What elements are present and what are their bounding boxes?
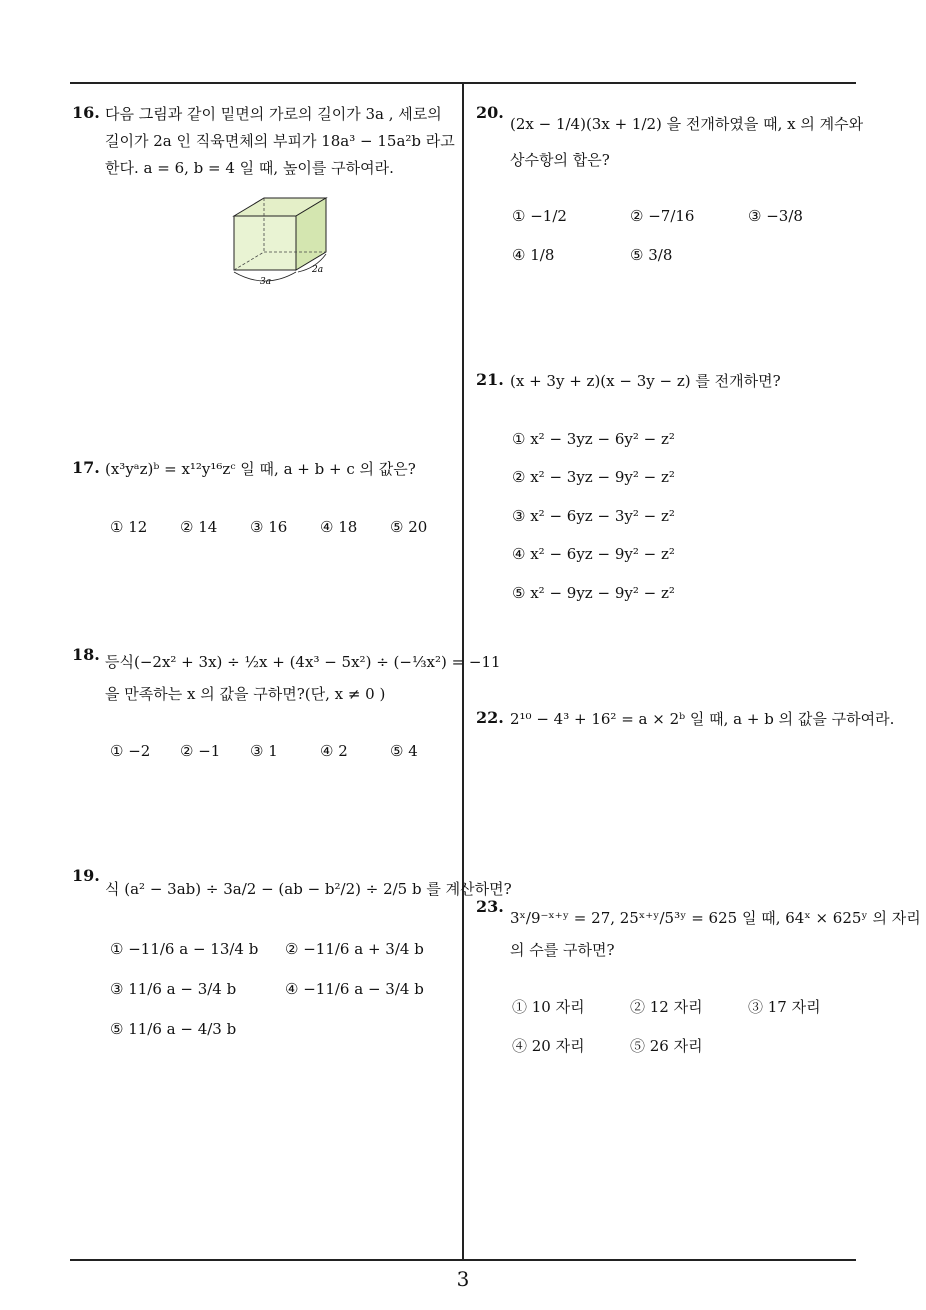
option-1[interactable]: ① −2: [110, 742, 151, 760]
option-3[interactable]: ③ −3/8: [748, 207, 803, 225]
option-2[interactable]: ② −7/16: [630, 207, 695, 225]
question-number: 21.: [476, 370, 504, 389]
option-4[interactable]: ④ 20 자리: [512, 1037, 585, 1055]
option-3[interactable]: ③ 11/6 a − 3/4 b: [110, 980, 237, 998]
option-5[interactable]: ⑤ 3/8: [630, 246, 673, 264]
page-number: 3: [456, 1267, 470, 1291]
question-text-line-1: 등식(−2x² + 3x) ÷ ½x + (4x³ − 5x²) ÷ (−⅓x²) = −11: [105, 653, 501, 671]
option-2[interactable]: ② −1: [180, 742, 221, 760]
width-label: 3a: [260, 277, 272, 287]
option-5[interactable]: ⑤ x² − 9yz − 9y² − z²: [512, 584, 675, 602]
option-5[interactable]: ⑤ 20: [390, 518, 428, 536]
option-5[interactable]: ⑤ 4: [390, 742, 418, 760]
option-2[interactable]: ② 14: [180, 518, 218, 536]
question-number: 18.: [72, 645, 100, 664]
depth-label: 2a: [312, 265, 324, 275]
option-5[interactable]: ⑤ 11/6 a − 4/3 b: [110, 1020, 237, 1038]
option-1[interactable]: ① 10 자리: [512, 998, 585, 1016]
question-text: (x³yᵃz)ᵇ = x¹²y¹⁶zᶜ 일 때, a + b + c 의 값은?: [105, 460, 416, 478]
cuboid-figure: [222, 192, 342, 292]
option-4[interactable]: ④ 1/8: [512, 246, 555, 264]
question-number: 16.: [72, 103, 100, 122]
option-3[interactable]: ③ 16: [250, 518, 288, 536]
question-number: 23.: [476, 897, 504, 916]
option-1[interactable]: ① −11/6 a − 13/4 b: [110, 940, 259, 958]
option-1[interactable]: ① −1/2: [512, 207, 567, 225]
option-4[interactable]: ④ −11/6 a − 3/4 b: [285, 980, 424, 998]
option-3[interactable]: ③ 1: [250, 742, 278, 760]
option-2[interactable]: ② −11/6 a + 3/4 b: [285, 940, 424, 958]
question-number: 22.: [476, 708, 504, 727]
option-2[interactable]: ② x² − 3yz − 9y² − z²: [512, 468, 675, 486]
question-text-line-2: 상수항의 합은?: [510, 151, 610, 169]
question-text-line-3: 한다. a = 6, b = 4 일 때, 높이를 구하여라.: [105, 159, 394, 177]
option-1[interactable]: ① 12: [110, 518, 148, 536]
question-text: 2¹⁰ − 4³ + 16² = a × 2ᵇ 일 때, a + b 의 값을 구하여라.: [510, 710, 895, 728]
question-text-line-1: (2x − 1/4)(3x + 1/2) 을 전개하였을 때, x 의 계수와: [510, 115, 864, 133]
option-3[interactable]: ③ x² − 6yz − 3y² − z²: [512, 507, 675, 525]
question-text: (x + 3y + z)(x − 3y − z) 를 전개하면?: [510, 372, 781, 390]
question-number: 19.: [72, 866, 100, 885]
question-number: 20.: [476, 103, 504, 122]
question-text-line-2: 을 만족하는 x 의 값을 구하면?(단, x ≠ 0 ): [105, 685, 386, 703]
question-text-line-2: 길이가 2a 인 직육면체의 부피가 18a³ − 15a²b 라고: [105, 132, 455, 150]
option-1[interactable]: ① x² − 3yz − 6y² − z²: [512, 430, 675, 448]
question-text-line-1: 다음 그림과 같이 밑면의 가로의 길이가 3a , 세로의: [105, 105, 442, 123]
question-text-line-2: 의 수를 구하면?: [510, 941, 615, 959]
option-5[interactable]: ⑤ 26 자리: [630, 1037, 703, 1055]
option-4[interactable]: ④ x² − 6yz − 9y² − z²: [512, 545, 675, 563]
bottom-rule: [70, 1259, 856, 1261]
question-number: 17.: [72, 458, 100, 477]
option-3[interactable]: ③ 17 자리: [748, 998, 821, 1016]
option-4[interactable]: ④ 18: [320, 518, 358, 536]
option-2[interactable]: ② 12 자리: [630, 998, 703, 1016]
option-4[interactable]: ④ 2: [320, 742, 348, 760]
question-text: 식 (a² − 3ab) ÷ 3a/2 − (ab − b²/2) ÷ 2/5 b 를 계산하면?: [105, 880, 512, 898]
question-text-line-1: 3ˣ/9⁻ˣ⁺ʸ = 27, 25ˣ⁺ʸ/5³ʸ = 625 일 때, 64ˣ × 625ʸ 의 자리: [510, 909, 921, 927]
